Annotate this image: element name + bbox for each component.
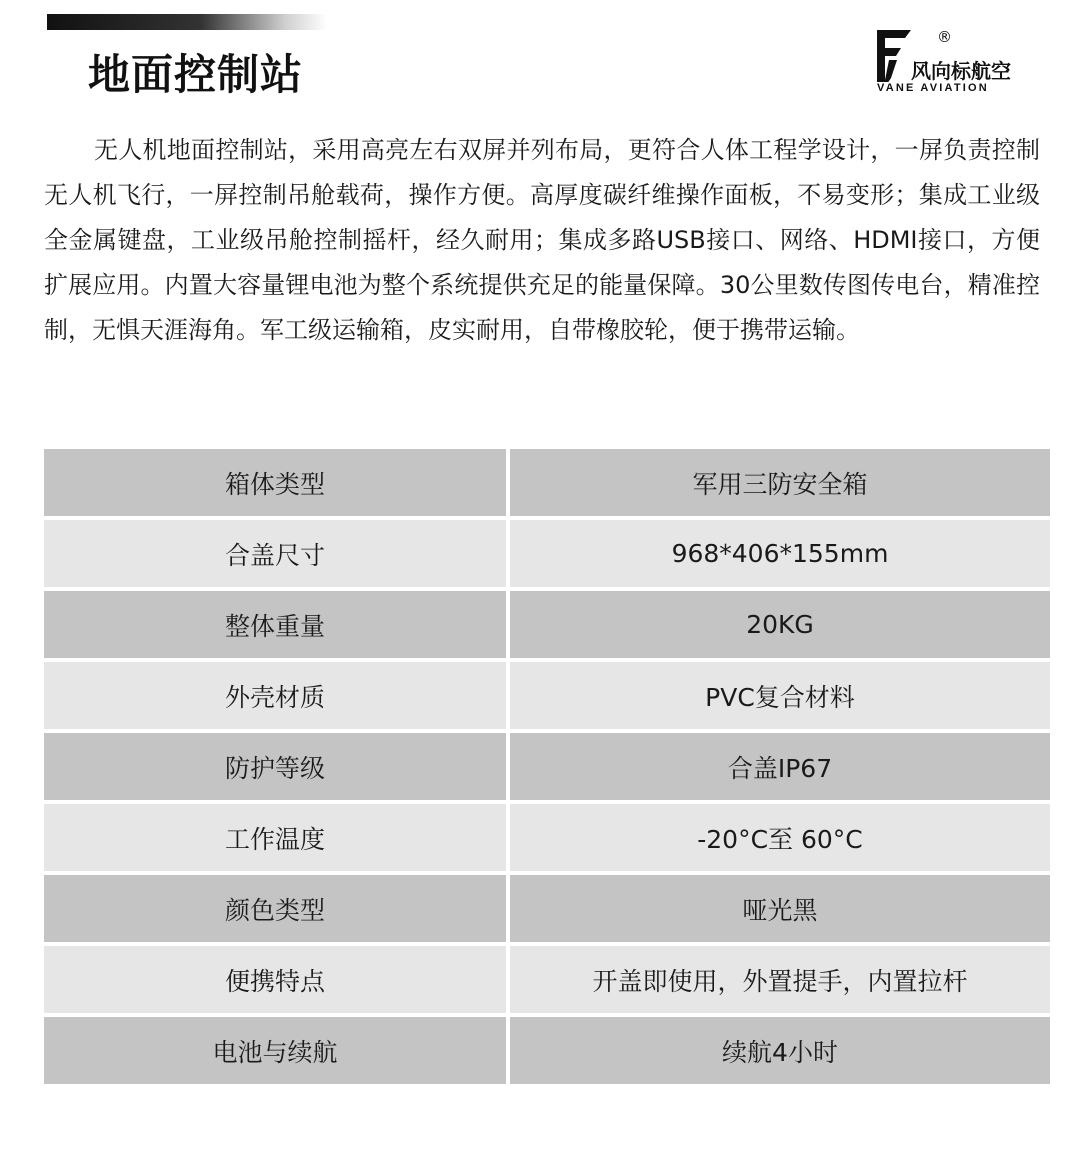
intro-paragraph: 无人机地面控制站，采用高亮左右双屏并列布局，更符合人体工程学设计，一屏负责控制无人机飞行，一屏控制吊舱载荷，操作方便。高厚度碳纤维操作面板，不易变形；集成工业级全金属键盘，工业级吊舱控制摇杆，经久耐用；集成多路USB接口、网络、HDMI接口，方便扩展应用。内置大容量锂电池为整个系统提供充足的能量保障。30公里数传图传电台，精准控制，无惧天涯海角。军工级运输箱，皮实耐用，自带橡胶轮，便于携带运输。 xyxy=(44,136,1040,344)
registered-mark: ® xyxy=(937,28,952,46)
table-row xyxy=(44,520,1050,591)
logo-name-cn: 风向标航空 xyxy=(911,59,1011,83)
spec-value: 968*406*155mm xyxy=(510,520,1050,591)
spec-label: 电池与续航 xyxy=(44,1017,510,1088)
table-row xyxy=(44,875,1050,946)
vane-aviation-logo-icon xyxy=(877,30,913,82)
table-row xyxy=(44,733,1050,804)
spec-value: PVC复合材料 xyxy=(510,662,1050,733)
spec-value: 开盖即使用，外置提手，内置拉杆 xyxy=(510,946,1050,1017)
spec-value: 续航4小时 xyxy=(510,1017,1050,1088)
table-row xyxy=(44,804,1050,875)
table-row xyxy=(44,1017,1050,1088)
spec-value: -20°C至 60°C xyxy=(510,804,1050,875)
logo-name-en: VANE AVIATION xyxy=(877,82,989,94)
spec-label: 工作温度 xyxy=(44,804,510,875)
spec-label: 合盖尺寸 xyxy=(44,520,510,591)
table-row xyxy=(44,946,1050,1017)
spec-label: 外壳材质 xyxy=(44,662,510,733)
brand-logo xyxy=(877,30,1037,96)
header-accent-bar xyxy=(47,14,327,30)
spec-value: 20KG xyxy=(510,591,1050,662)
spec-label: 颜色类型 xyxy=(44,875,510,946)
spec-value: 合盖IP67 xyxy=(510,733,1050,804)
table-row xyxy=(44,449,1050,520)
spec-value: 哑光黑 xyxy=(510,875,1050,946)
spec-label: 箱体类型 xyxy=(44,449,510,520)
spec-label: 防护等级 xyxy=(44,733,510,804)
spec-value: 军用三防安全箱 xyxy=(510,449,1050,520)
page-title: 地面控制站 xyxy=(88,50,304,99)
spec-label: 便携特点 xyxy=(44,946,510,1017)
spec-table xyxy=(44,449,1050,1088)
table-row xyxy=(44,662,1050,733)
spec-label: 整体重量 xyxy=(44,591,510,662)
table-row xyxy=(44,591,1050,662)
